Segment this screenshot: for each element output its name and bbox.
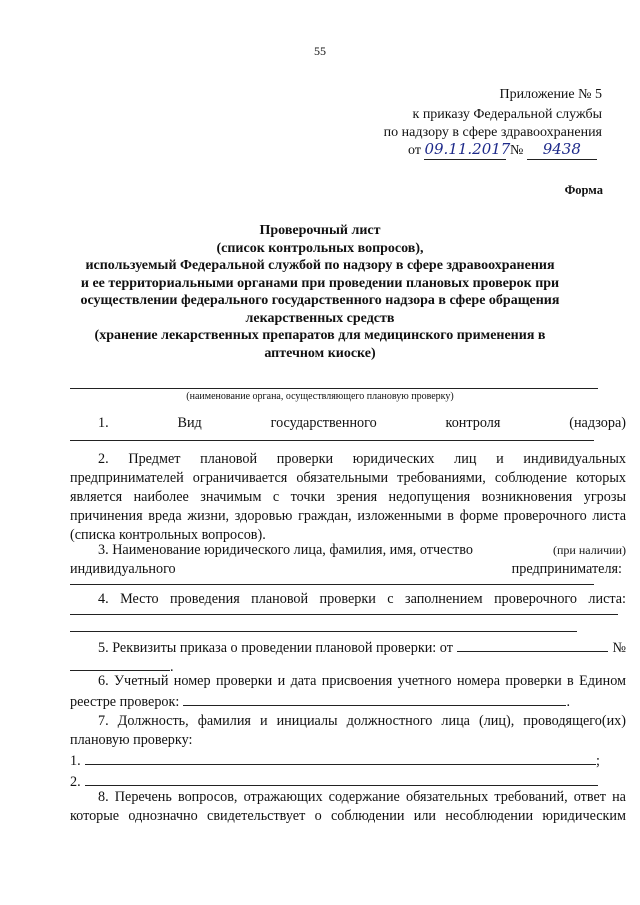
item-5-number-sign: №	[612, 640, 626, 656]
item-7-line: плановую проверку:	[70, 732, 193, 748]
item-1-word: Вид	[177, 415, 202, 431]
item-3-right: предпринимателя:	[511, 561, 622, 577]
item-4	[70, 590, 626, 609]
document-title	[70, 222, 570, 362]
item-2-line: причинения вреда жизни, здоровью граждан, изложенными в форме проверочного листа	[70, 508, 626, 524]
item-8-line: 8. Перечень вопросов, отражающих содержание обязательных требований, ответ на	[98, 789, 626, 805]
item-2-line: является наиболее значимым с точки зрения недопущения возникновения угрозы	[70, 489, 626, 505]
item-4-fill-line	[70, 631, 577, 632]
item-7-sub-1	[70, 750, 600, 771]
item-4-line: 4. Место проведения плановой проверки с заполнением проверочного листа:	[98, 591, 626, 607]
handwritten-number: 9438	[527, 139, 597, 160]
item-3	[70, 541, 626, 579]
appendix-agency: по надзору в сфере здравоохранения	[383, 125, 602, 140]
item-7-sub-number: 1.	[70, 753, 81, 769]
item-7	[70, 712, 626, 792]
title-line: лекарственных средств	[245, 310, 395, 326]
item-8	[70, 788, 626, 826]
item-1-fill-line	[70, 440, 594, 441]
title-line: (список контрольных вопросов),	[216, 240, 424, 256]
item-5	[70, 637, 626, 658]
item-7-sub-field	[85, 750, 596, 765]
item-2	[70, 450, 626, 545]
item-1-number: 1.	[98, 415, 109, 431]
item-6-end: .	[566, 694, 570, 710]
title-line: осуществлении федерального государственного надзора в сфере обращения	[80, 293, 560, 308]
item-2-line: 2. Предмет плановой проверки юридических лиц и индивидуальных	[98, 451, 626, 467]
item-6-line	[70, 691, 570, 712]
appendix-date-number-line	[408, 139, 597, 161]
form-label: Форма	[564, 183, 603, 197]
item-6-label: реестре проверок:	[70, 694, 180, 710]
item-1-word: контроля	[445, 415, 501, 431]
item-3-note: (при наличии)	[553, 543, 626, 557]
organ-caption: (наименование органа, осуществляющего плановую проверку)	[186, 391, 454, 402]
item-1	[70, 414, 626, 433]
item-5-date-field	[457, 637, 609, 652]
handwritten-date: 09.11.2017	[424, 140, 511, 158]
item-3-line	[70, 541, 626, 560]
item-3-main: 3. Наименование юридического лица, фамилия, имя, отчество	[98, 542, 473, 558]
item-1-word: (надзора)	[569, 415, 626, 431]
title-line: и ее территориальными органами при проведении плановых проверок при	[80, 275, 560, 291]
item-1-word: государственного	[270, 415, 377, 431]
item-7-sub-field	[85, 771, 598, 786]
item-3-line	[70, 560, 626, 579]
title-line: аптечном киоске)	[264, 345, 376, 361]
item-4-fill-line	[70, 614, 618, 615]
item-6-field	[183, 691, 566, 706]
item-8-line: которые однозначно свидетельствует о соблюдении или несоблюдении юридическим	[70, 808, 626, 824]
organ-fill-line	[70, 388, 598, 389]
item-7-line: 7. Должность, фамилия и инициалы должностного лица (лиц), проводящего(их)	[98, 713, 626, 729]
item-7-sub-number: 2.	[70, 774, 81, 790]
title-line: Проверочный лист	[259, 223, 381, 238]
appendix-order-ref: к приказу Федеральной службы	[412, 107, 602, 122]
number-prefix: №	[509, 143, 524, 158]
item-2-line: предпринимателей ограничивается обязательными требованиями, соблюдение которых	[70, 470, 626, 486]
item-5-end: .	[170, 659, 174, 675]
item-6-line: 6. Учетный номер проверки и дата присвоения учетного номера проверки в Едином	[98, 673, 626, 689]
item-6	[70, 672, 626, 712]
item-7-sub-end: ;	[596, 753, 600, 769]
item-3-left: индивидуального	[70, 561, 176, 577]
appendix-number: Приложение № 5	[499, 87, 602, 102]
date-prefix: от	[408, 143, 421, 158]
item-5-text: 5. Реквизиты приказа о проведении плановой проверки: от	[98, 640, 453, 656]
title-line: (хранение лекарственных препаратов для медицинского применения в	[94, 328, 546, 343]
item-2-line: (списка контрольных вопросов).	[70, 527, 266, 543]
item-5-number-field	[70, 656, 170, 671]
title-line: используемый Федеральной службой по надзору в сфере здравоохранения	[85, 258, 555, 273]
page-number: 55	[314, 44, 326, 58]
item-3-fill-line	[70, 584, 594, 585]
